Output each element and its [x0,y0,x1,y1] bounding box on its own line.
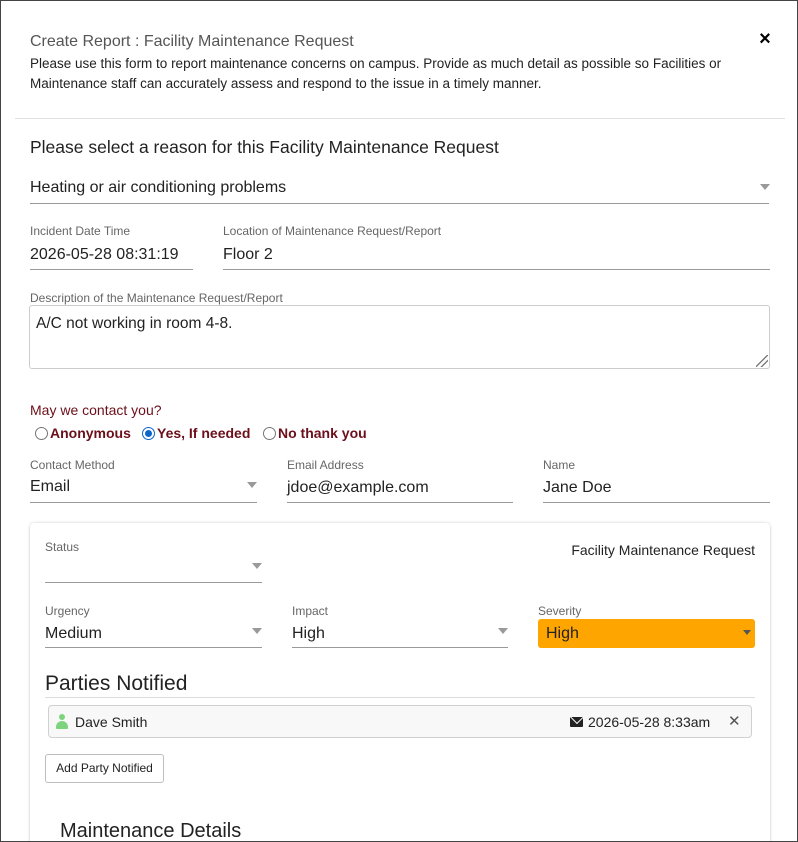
impact-label: Impact [292,604,329,618]
radio-label: No thank you [278,425,367,441]
header-divider [15,118,785,119]
location-input[interactable]: Floor 2 [223,246,273,263]
envelope-icon [570,717,583,727]
parties-divider [45,697,755,698]
remove-party-icon[interactable]: ✕ [728,713,741,730]
radio-button[interactable] [35,427,48,440]
chevron-down-icon[interactable] [498,628,508,634]
contact-method-label: Contact Method [30,458,115,472]
name-label: Name [543,458,576,472]
email-field[interactable]: jdoe@example.com [287,479,429,496]
urgency-label: Urgency [45,604,90,618]
chevron-down-icon[interactable] [760,184,770,190]
reason-select-underline [30,203,769,204]
person-icon [55,714,69,729]
dialog-title: Create Report : Facility Maintenance Request [30,33,354,50]
add-party-notified-button[interactable]: Add Party Notified [45,754,164,783]
chevron-down-icon[interactable] [247,482,257,488]
radio-label: Yes, If needed [157,425,251,441]
radio-label: Anonymous [50,425,131,441]
reason-question: Please select a reason for this Facility Maintenance Request [30,137,499,157]
reason-select[interactable]: Heating or air conditioning problems [30,179,287,196]
name-field[interactable]: Jane Doe [543,479,612,496]
party-name: Dave Smith [75,714,148,730]
location-label: Location of Maintenance Request/Report [223,224,442,238]
status-underline [45,582,262,583]
party-notified-time: 2026-05-28 8:33am [588,714,711,730]
email-underline [287,502,513,503]
radio-yes-if-needed[interactable] [142,424,250,442]
radio-anonymous[interactable] [35,424,131,442]
contact-method-select[interactable]: Email [30,478,71,495]
radio-no-thank-you[interactable] [263,424,367,442]
chevron-down-icon[interactable] [252,563,262,569]
description-text: A/C not working in room 4-8. [36,315,233,332]
status-label: Status [45,540,80,554]
severity-select[interactable] [538,619,755,648]
radio-button[interactable] [263,427,276,440]
parties-notified-heading: Parties Notified [45,672,188,695]
severity-value: High [546,625,579,642]
dialog-description: Please use this form to report maintenance concerns on campus. Provide as much detail as possible so Facilities or Maintenance staff can accurately assess and respond to the issue in a timely manner. [30,56,722,91]
impact-underline [292,647,508,648]
chevron-down-icon[interactable] [743,630,751,635]
contact-method-underline [30,502,257,503]
email-label: Email Address [287,458,364,472]
name-underline [543,502,770,503]
chevron-down-icon[interactable] [252,628,262,634]
incident-date-input[interactable]: 2026-05-28 08:31:19 [30,246,179,263]
urgency-underline [45,647,262,648]
location-underline [223,269,770,270]
description-label: Description of the Maintenance Request/Report [30,291,283,305]
impact-select[interactable]: High [292,625,325,642]
description-textarea[interactable] [29,305,770,369]
radio-button-selected[interactable] [142,427,155,440]
close-icon[interactable]: × [759,28,771,50]
incident-date-underline [30,269,193,270]
maintenance-details-heading: Maintenance Details [60,820,242,842]
party-notified-item [48,705,752,738]
severity-label: Severity [538,604,582,618]
report-type-label: Facility Maintenance Request [571,542,755,558]
incident-date-label: Incident Date Time [30,224,131,238]
contact-question: May we contact you? [30,402,162,418]
urgency-select[interactable]: Medium [45,625,102,642]
report-details-card [30,523,770,842]
resize-handle-icon[interactable] [756,355,768,367]
